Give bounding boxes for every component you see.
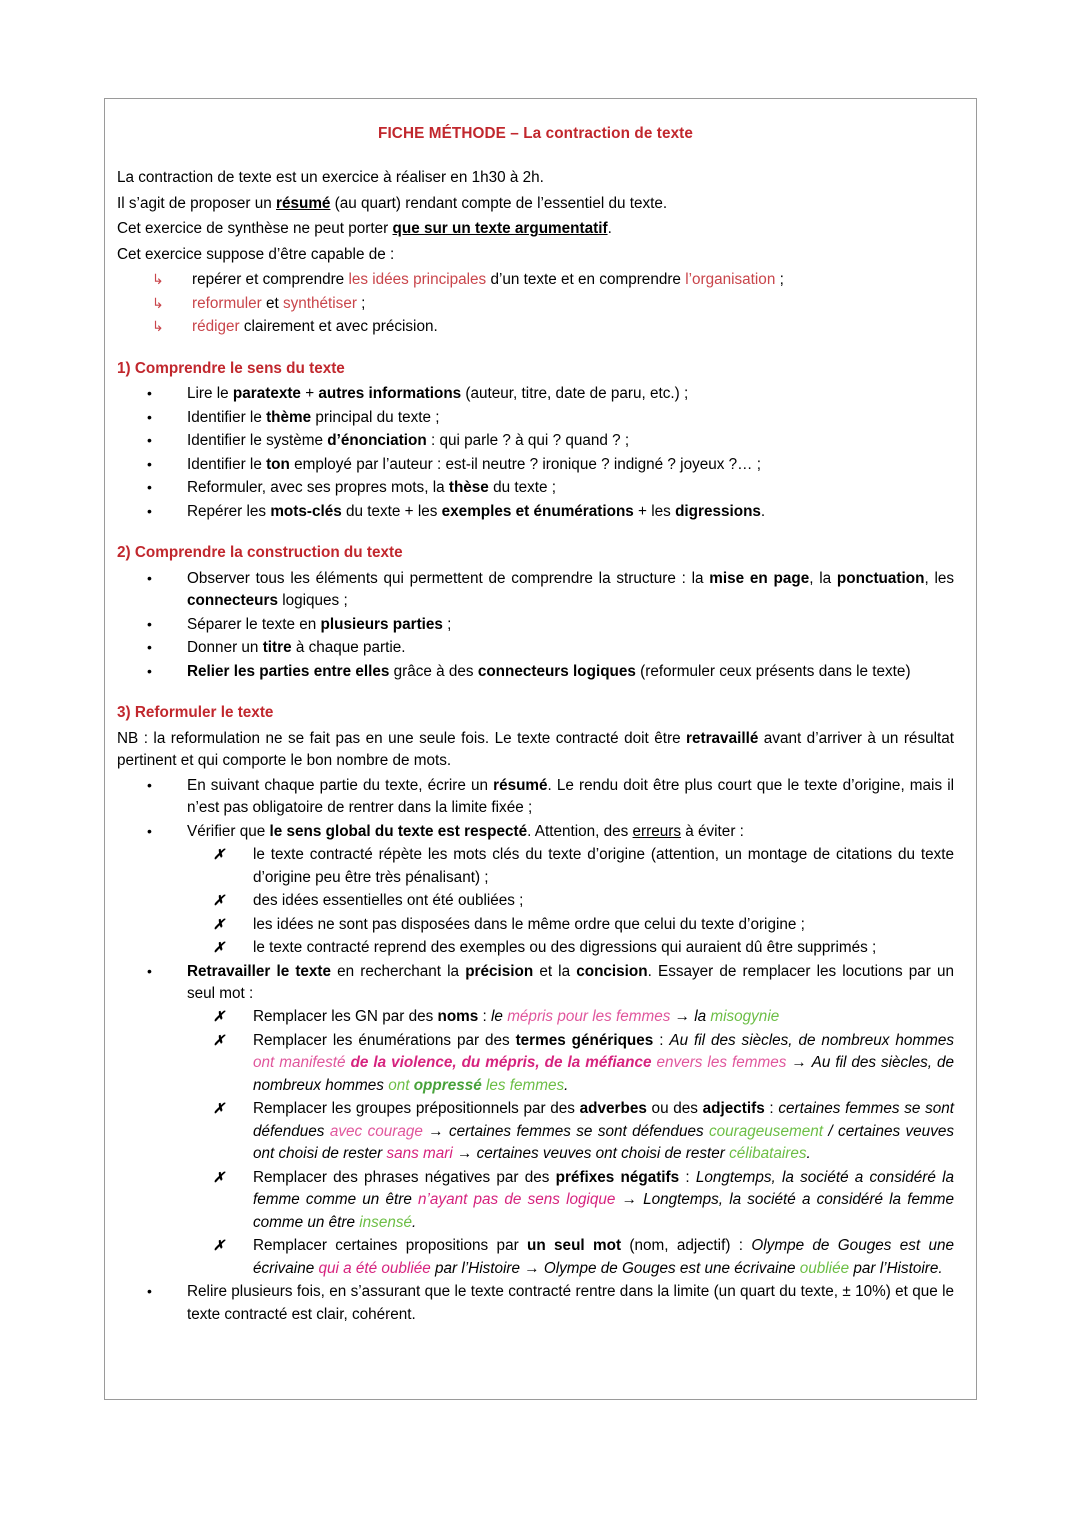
r5-plain-3: par l’Histoire	[849, 1259, 939, 1277]
s3-b3-strong-2: précision	[465, 962, 534, 980]
list-item	[117, 844, 954, 889]
replacement-item-5	[253, 1235, 954, 1280]
r1-lead: Remplacer les GN par des	[253, 1008, 438, 1026]
r2-green: ont	[388, 1076, 414, 1094]
r4-lead: Remplacer des phrases négatives par des	[253, 1168, 556, 1186]
r5-plain-1b: par l’Histoire	[430, 1259, 521, 1277]
capacity-2-part-5: ;	[356, 294, 366, 312]
r4-green: insensé	[359, 1213, 413, 1231]
section-1-bullet-3	[187, 430, 954, 452]
capacity-1-part-5: ;	[775, 271, 784, 289]
r3-plain-4: certaines veuves ont choisi de rester	[476, 1145, 730, 1163]
r5-lead: Remplacer certaines propositions par	[253, 1237, 528, 1255]
r5-plain-2: Olympe de Gouges est une écrivaine	[543, 1259, 800, 1277]
dot-bullet-icon: •	[147, 962, 152, 979]
list-item	[117, 1235, 954, 1280]
page-title: FICHE MÉTHODE – La contraction de texte	[378, 125, 693, 142]
s3-b3-strong-1: Retravailler le texte	[187, 962, 332, 980]
intro-line-2-part-c: (au quart) rendant compte de l’essentiel du texte.	[330, 194, 668, 212]
s1-b3-c: : qui parle ? à qui ? quand ? ;	[426, 432, 630, 450]
s1-b6-d: + les	[633, 502, 676, 520]
capacity-text-2	[192, 293, 954, 315]
s1-b2-c: principal du texte ;	[311, 408, 440, 426]
section-3-bullet-3	[187, 961, 954, 1006]
section-3-bullet-4: Relire plusieurs fois, en s’assurant que le texte contracté rentre dans la limite (un quart du texte, ± 10%) et que le texte contracté est clair, cohérent.	[187, 1283, 954, 1323]
cross-bullet-icon: ✗	[213, 1008, 225, 1025]
list-item	[117, 890, 954, 912]
section-3-nb	[117, 728, 954, 773]
s3-b1-strong: résumé	[493, 776, 548, 794]
section-heading-3: 3) Reformuler le texte	[117, 704, 274, 722]
capacity-1-highlight-2: l’organisation	[685, 271, 776, 289]
r5-tail: .	[938, 1259, 943, 1277]
s1-b6-c: du texte + les	[341, 502, 442, 520]
capacity-2-part-3: et	[261, 294, 283, 312]
s1-b4-a: Identifier le	[187, 455, 267, 473]
intro-line-3	[117, 218, 954, 240]
list-item	[117, 407, 954, 429]
r1-plain-1: le	[491, 1008, 508, 1026]
r4-plain-2: Longtemps, la société a considéré la femme comme un être	[253, 1191, 954, 1231]
intro-keyword-resume: résumé	[276, 194, 331, 212]
s1-b1-strong-2: autres informations	[318, 385, 462, 403]
s1-b6-strong-3: digressions	[675, 502, 761, 520]
r4-colon: :	[679, 1168, 696, 1186]
capacity-2-highlight-2: synthétiser	[282, 294, 357, 312]
capacity-3-highlight-1: rédiger	[192, 318, 240, 336]
intro-line-2-part-a: Il s’agit de proposer un	[117, 194, 277, 212]
cross-bullet-icon: ✗	[213, 1168, 225, 1185]
dot-bullet-icon: •	[147, 432, 152, 449]
r3-pink-2: sans mari	[386, 1145, 453, 1163]
s2-b1-c: , la	[809, 569, 837, 587]
section-1-bullet-2	[187, 407, 954, 429]
s1-b2-strong-1: thème	[266, 408, 312, 426]
list-item	[117, 293, 954, 315]
dot-bullet-icon: •	[147, 455, 152, 472]
r5-pink: qui a été oubliée	[318, 1259, 431, 1277]
arrow-bullet-icon: ↳	[152, 271, 164, 288]
list-item	[117, 477, 954, 499]
s2-b2-strong-1: plusieurs parties	[320, 615, 443, 633]
r4-strong: préfixes négatifs	[555, 1168, 680, 1186]
s1-b6-strong-2: exemples et énumérations	[441, 502, 634, 520]
capacity-2-highlight-1: reformuler	[192, 294, 262, 312]
s3-nb-strong: retravaillé	[686, 729, 759, 747]
r3-plain-1: certaines femmes se sont défendues	[253, 1100, 954, 1140]
r3-strong-1: adverbes	[579, 1100, 647, 1118]
intro-line-3-part-a: Cet exercice de synthèse ne peut porter	[117, 220, 393, 238]
replacement-item-4	[253, 1167, 954, 1234]
dot-bullet-icon: •	[147, 1283, 152, 1300]
r3-plain-2: certaines femmes se sont défendues	[448, 1122, 710, 1140]
s1-b6-strong-1: mots-clés	[270, 502, 342, 520]
section-1-bullet-5	[187, 477, 954, 499]
section-1-bullet-4	[187, 454, 954, 476]
s2-b4-strong-1: Relier les parties entre elles	[187, 662, 390, 680]
r1-pink: mépris pour les femmes	[507, 1008, 671, 1026]
r2-pink: ont manifesté	[253, 1054, 351, 1072]
error-item-1: le texte contracté répète les mots clés du texte d’origine (attention, un montage de citations du texte d’origine peu être très pénalisant) ;	[253, 846, 954, 886]
s3-b1-c: . Le rendu doit être plus court que le texte d’origine, mais il n’est pas obligatoire de rentrer dans la limite fixée ;	[187, 776, 954, 817]
error-item-2: des idées essentielles ont été oubliées ;	[253, 892, 524, 910]
r2-tail: .	[564, 1076, 569, 1094]
s1-b5-strong-1: thèse	[448, 479, 489, 497]
section-2-bullet-2	[187, 614, 954, 636]
r2-green-2: les femmes	[481, 1076, 565, 1094]
s3-b3-strong-3: concision	[576, 962, 648, 980]
r4-tail: .	[412, 1213, 417, 1231]
list-item	[117, 637, 954, 659]
dot-bullet-icon: •	[147, 662, 152, 679]
cross-bullet-icon: ✗	[213, 915, 225, 932]
capacity-3-part-3: clairement et avec précision.	[239, 318, 438, 336]
s2-b2-c: ;	[442, 615, 452, 633]
s1-b1-a: Lire le	[187, 385, 233, 403]
s2-b1-e: logiques ;	[277, 592, 348, 610]
s1-b1-d: (auteur, titre, date de paru, etc.) ;	[461, 385, 689, 403]
r3-strong-2: adjectifs	[702, 1100, 765, 1118]
list-item	[117, 661, 954, 683]
replacement-item-2	[253, 1030, 954, 1097]
s2-b3-strong-1: titre	[262, 639, 292, 657]
s3-b2-d: à éviter :	[681, 822, 744, 840]
r2-pink-2: envers les femmes	[651, 1054, 787, 1072]
document-body	[105, 99, 976, 1337]
r2-pink-bold: de la violence, du mépris, de la méfiance	[350, 1054, 652, 1072]
dot-bullet-icon: •	[147, 639, 152, 656]
cross-bullet-icon: ✗	[213, 1100, 225, 1117]
intro-line-1: La contraction de texte est un exercice à réaliser en 1h30 à 2h.	[117, 169, 544, 187]
list-item	[117, 1030, 954, 1097]
list-item	[117, 937, 954, 959]
list-item	[117, 775, 954, 820]
s3-b2-a: Vérifier que	[187, 822, 270, 840]
section-heading-1: 1) Comprendre le sens du texte	[117, 359, 345, 377]
dot-bullet-icon: •	[147, 615, 152, 632]
capacity-1-part-1: repérer et comprendre	[192, 271, 349, 289]
dot-bullet-icon: •	[147, 408, 152, 425]
r2-plain-2: Au fil des siècles, de nombreux hommes	[253, 1054, 954, 1094]
list-item	[117, 1006, 954, 1028]
r3-arrow-icon-2: →	[452, 1145, 477, 1163]
intro-line-3-part-c: .	[607, 220, 612, 238]
section-1-bullet-1	[187, 383, 954, 405]
r3-arrow-icon-1: →	[422, 1122, 449, 1140]
s1-b2-a: Identifier le	[187, 408, 267, 426]
s1-b4-c: employé par l’auteur : est-il neutre ? ironique ? indigné ? joyeux ?… ;	[289, 455, 761, 473]
dot-bullet-icon: •	[147, 822, 152, 839]
list-item	[117, 454, 954, 476]
r3-lead: Remplacer les groupes prépositionnels par des	[253, 1100, 580, 1118]
document-page	[104, 98, 977, 1400]
s2-b3-c: à chaque partie.	[291, 639, 406, 657]
dot-bullet-icon: •	[147, 385, 152, 402]
r4-arrow-icon: →	[615, 1191, 644, 1209]
r4-plain-1: Longtemps, la société a considéré la femme comme un être	[253, 1168, 954, 1209]
list-item	[117, 1167, 954, 1234]
r2-green-bold: oppressé	[413, 1076, 482, 1094]
intro-line-2	[117, 193, 954, 215]
r5-colon: (nom, adjectif) :	[621, 1237, 752, 1255]
list-item	[117, 501, 954, 523]
section-3-bullet-2	[187, 821, 954, 843]
s2-b1-a: Observer tous les éléments qui permettent de comprendre la structure : la	[187, 569, 710, 587]
r5-plain-1: Olympe de Gouges est une écrivaine	[253, 1237, 954, 1277]
s3-b3-c: en recherchant la	[331, 962, 466, 980]
arrow-bullet-icon: ↳	[152, 294, 164, 311]
s1-b1-c: +	[300, 385, 319, 403]
r4-pink: n’ayant pas de sens logique	[418, 1191, 616, 1209]
s1-b6-e: .	[760, 502, 766, 520]
r5-green: oubliée	[799, 1259, 850, 1277]
s2-b4-strong-2: connecteurs logiques	[477, 662, 636, 680]
r3-green-1: courageusement	[709, 1122, 823, 1140]
list-item	[117, 614, 954, 636]
list-item	[117, 1098, 954, 1165]
r2-colon: :	[653, 1031, 670, 1049]
section-heading-2: 2) Comprendre la construction du texte	[117, 544, 403, 562]
replacement-item-1	[253, 1006, 954, 1028]
r3-plain-3: certaines veuves ont choisi de rester	[253, 1122, 954, 1163]
replacement-item-3	[253, 1098, 954, 1165]
s3-b2-c: . Attention, des	[527, 822, 633, 840]
list-item	[117, 269, 954, 291]
r1-plain-2: la	[694, 1008, 711, 1026]
section-1-bullet-6	[187, 501, 954, 523]
r2-lead: Remplacer les énumérations par des	[253, 1031, 516, 1049]
r1-green: misogynie	[710, 1008, 780, 1026]
r5-strong: un seul mot	[527, 1237, 622, 1255]
dot-bullet-icon: •	[147, 502, 152, 519]
cross-bullet-icon: ✗	[213, 1031, 225, 1048]
section-2-bullet-4	[187, 661, 954, 683]
list-item	[117, 821, 954, 843]
s1-b3-a: Identifier le système	[187, 432, 328, 450]
s1-b4-strong-1: ton	[266, 455, 290, 473]
list-item	[117, 383, 954, 405]
dot-bullet-icon: •	[147, 479, 152, 496]
s1-b6-a: Repérer les	[187, 502, 271, 520]
list-item	[117, 914, 954, 936]
s1-b5-c: du texte ;	[488, 479, 557, 497]
s3-b1-a: En suivant chaque partie du texte, écrire un	[187, 776, 494, 794]
capacity-1-part-3: d’un texte et en comprendre	[486, 271, 686, 289]
r3-colon: :	[764, 1100, 779, 1118]
s2-b1-strong-2: ponctuation	[836, 569, 925, 587]
section-2-bullet-3	[187, 637, 954, 659]
s2-b1-d: , les	[924, 569, 955, 587]
r1-strong: noms	[437, 1008, 479, 1026]
s3-b2-underline: erreurs	[632, 822, 681, 840]
s3-nb-c: avant d’arriver à un résultat pertinent et qui comporte le bon nombre de mots.	[117, 729, 955, 770]
cross-bullet-icon: ✗	[213, 892, 225, 909]
capacity-text-3	[192, 316, 954, 338]
cross-bullet-icon: ✗	[213, 939, 225, 956]
s2-b2-a: Séparer le texte en	[187, 615, 321, 633]
s3-b2-strong: le sens global du texte est respecté	[269, 822, 528, 840]
r3-pink-1: avec courage	[329, 1122, 423, 1140]
section-3-bullet-1	[187, 775, 954, 820]
arrow-bullet-icon: ↳	[152, 318, 164, 335]
r1-colon: :	[478, 1008, 492, 1026]
s1-b5-a: Reformuler, avec ses propres mots, la	[187, 479, 449, 497]
capacity-text-1	[192, 269, 954, 291]
s3-b3-d: et la	[533, 962, 577, 980]
list-item	[117, 316, 954, 338]
r3-separator: /	[822, 1122, 839, 1140]
cross-bullet-icon: ✗	[213, 1237, 225, 1254]
s2-b1-strong-1: mise en page	[709, 569, 810, 587]
s2-b4-c: grâce à des	[389, 662, 478, 680]
r3-green-2: célibataires	[729, 1145, 807, 1163]
dot-bullet-icon: •	[147, 776, 152, 793]
list-item	[117, 568, 954, 613]
s2-b4-d: (reformuler ceux présents dans le texte)	[635, 662, 911, 680]
list-item	[117, 961, 954, 1006]
intro-line-4: Cet exercice suppose d’être capable de :	[117, 245, 395, 263]
capacity-1-highlight-1: les idées principales	[348, 271, 487, 289]
intro-keyword-argumentatif: que sur un texte argumentatif	[392, 220, 608, 238]
s2-b3-a: Donner un	[187, 639, 263, 657]
s3-nb-a: NB : la reformulation ne se fait pas en une seule fois. Le texte contracté doit être	[117, 729, 687, 747]
s1-b1-strong-1: paratexte	[232, 385, 301, 403]
s2-b1-strong-3: connecteurs	[187, 592, 278, 610]
r2-arrow-icon: →	[786, 1054, 812, 1072]
r3-mid: ou des	[646, 1100, 703, 1118]
s1-b3-strong-1: d’énonciation	[327, 432, 427, 450]
error-item-3: les idées ne sont pas disposées dans le même ordre que celui du texte d’origine ;	[253, 915, 805, 933]
error-item-4: le texte contracté reprend des exemples ou des digressions qui auraient dû être supprimés ;	[253, 939, 877, 957]
r2-strong: termes génériques	[515, 1031, 654, 1049]
cross-bullet-icon: ✗	[213, 846, 225, 863]
dot-bullet-icon: •	[147, 569, 152, 586]
r5-arrow-icon: →	[520, 1259, 544, 1277]
r2-plain-1: Au fil des siècles, de nombreux hommes	[669, 1031, 955, 1049]
r1-arrow-icon: →	[670, 1008, 695, 1026]
section-2-bullet-1	[187, 568, 954, 613]
s3-b3-e: . Essayer de remplacer les locutions par un seul mot :	[187, 962, 954, 1002]
r3-tail: .	[806, 1145, 811, 1163]
list-item	[117, 1281, 954, 1326]
list-item	[117, 430, 954, 452]
